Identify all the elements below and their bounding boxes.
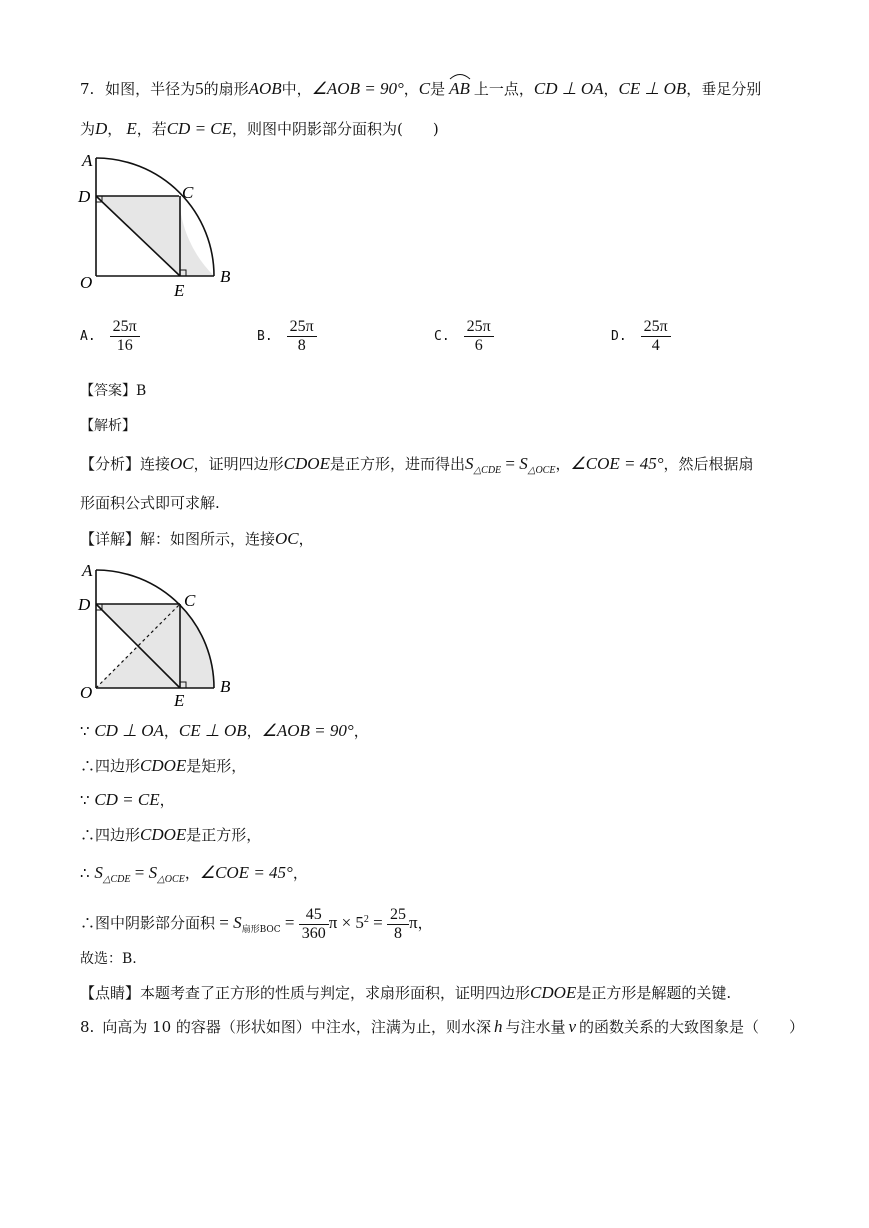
q7-text: 为	[80, 120, 96, 138]
q7-perp-ce-ob: CE ⊥ OB	[618, 79, 687, 98]
label-a: A	[82, 151, 93, 170]
label-e: E	[174, 281, 185, 298]
analysis-title: 【解析】	[80, 418, 136, 434]
q7-perp-cd-oa: CD ⊥ OA	[533, 79, 604, 98]
sector-figure-2	[76, 558, 246, 708]
q7-arc-ab: AB	[449, 78, 470, 100]
option-d[interactable]: D. $\frac{25\pi}{4}$	[611, 318, 671, 355]
label-d: D	[78, 595, 91, 614]
arc-symbol-icon	[449, 72, 471, 80]
step-4: ∴四边形CDOE是正方形，	[80, 825, 262, 844]
q7-text: ，	[603, 80, 619, 98]
q7-point-d: D	[95, 119, 108, 138]
q7-text: 中，	[281, 80, 312, 98]
answer-tag: 【答案】	[80, 383, 136, 399]
option-b[interactable]: B. $\frac{25\pi}{8}$	[257, 318, 317, 355]
q7-angle-condition: ∠AOB = 90°	[311, 79, 404, 98]
option-c[interactable]: C. $\frac{25\pi}{6}$	[434, 318, 494, 355]
area-sub: △CDE	[473, 465, 502, 476]
q7-sector: AOB	[248, 79, 282, 98]
q7-number: 7.	[80, 80, 95, 98]
xiangjie-text: ，	[298, 530, 314, 548]
option-a[interactable]: A. $\frac{25\pi}{16}$	[80, 318, 140, 355]
q7-line-1	[80, 78, 761, 100]
label-o: O	[80, 273, 93, 292]
label-c: C	[184, 591, 196, 610]
q7-text: 上一点，	[473, 80, 534, 98]
step-7: 故选：B.	[80, 951, 137, 967]
label-b: B	[220, 267, 231, 286]
fenxi-text: ，然后根据扇	[663, 455, 754, 473]
label-b: B	[220, 677, 231, 696]
q7-line-2	[80, 118, 439, 140]
area-sub: △OCE	[527, 465, 556, 476]
q7-text: ，	[107, 120, 123, 138]
xiangjie-line	[80, 528, 314, 550]
label-d: D	[78, 187, 91, 206]
q7-text: ，	[403, 80, 419, 98]
q7-text: 的扇形	[203, 80, 249, 98]
angle-coe: ∠COE = 45°	[570, 454, 664, 473]
fenxi-text: 是正方形，进而得出	[329, 455, 465, 473]
step-5: ∴ $S_{\triangle CDE} = S_{\triangle OCE}$，∠COE = 45°，	[80, 863, 308, 885]
q7-point-e: E	[126, 119, 137, 138]
xiangjie-tag: 【详解】	[80, 530, 141, 548]
q7-text: ，若	[136, 120, 167, 138]
label-e: E	[174, 691, 185, 708]
q7-equal-condition: CD = CE	[166, 119, 233, 138]
answer-value: B	[136, 383, 147, 399]
q7-point-c: C	[418, 79, 431, 98]
q7-text: ，垂足分别	[686, 80, 762, 98]
area-s: S	[464, 454, 474, 473]
label-a: A	[82, 561, 93, 580]
q7-intro: 如图，半径为	[105, 80, 196, 98]
fenxi-line-1	[80, 453, 754, 482]
fenxi-text: 连接	[140, 455, 171, 473]
shaded-region	[96, 196, 214, 276]
oc: OC	[275, 529, 299, 548]
q7-text: ，则图中阴影部分面积为( )	[232, 120, 439, 138]
q8-line: 8. 向高为 10 的容器（形状如图）中注水，注满为止，则水深 h 与注水量 v 的函数关系的大致图象是（ ）	[80, 1017, 805, 1036]
xiangjie-text: 解：如图所示，连接	[140, 530, 276, 548]
equals: =	[501, 454, 520, 473]
quad-cdoe: CDOE	[283, 454, 330, 473]
fenxi-text: ，	[555, 455, 571, 473]
step-2: ∴四边形CDOE是矩形，	[80, 756, 247, 775]
fenxi-line-2: 形面积公式即可求解.	[80, 494, 220, 512]
dianjing-line: 【点睛】本题考查了正方形的性质与判定，求扇形面积，证明四边形CDOE是正方形是解题的关键.	[80, 983, 732, 1002]
area-s: S	[519, 454, 528, 473]
label-o: O	[80, 683, 93, 702]
label-c: C	[182, 183, 194, 202]
fenxi-text: ，证明四边形	[193, 455, 284, 473]
oc: OC	[170, 454, 194, 473]
step-1: ∵ CD ⊥ OA，CE ⊥ OB，∠AOB = 90°，	[80, 721, 369, 740]
fenxi-tag: 【分析】	[80, 455, 141, 473]
sector-figure-1	[76, 148, 246, 298]
q7-radius: 5	[195, 79, 204, 98]
answer-line	[80, 380, 146, 402]
step-6: ∴图中阴影部分面积 = $S_{扇形BOC}$ = $\frac{45}{360}$ $\pi \times 5^2$ = $\frac{25}{8}$ π，	[80, 905, 433, 942]
q7-text: 是	[430, 80, 446, 98]
step-3: ∵ CD = CE，	[80, 790, 175, 809]
